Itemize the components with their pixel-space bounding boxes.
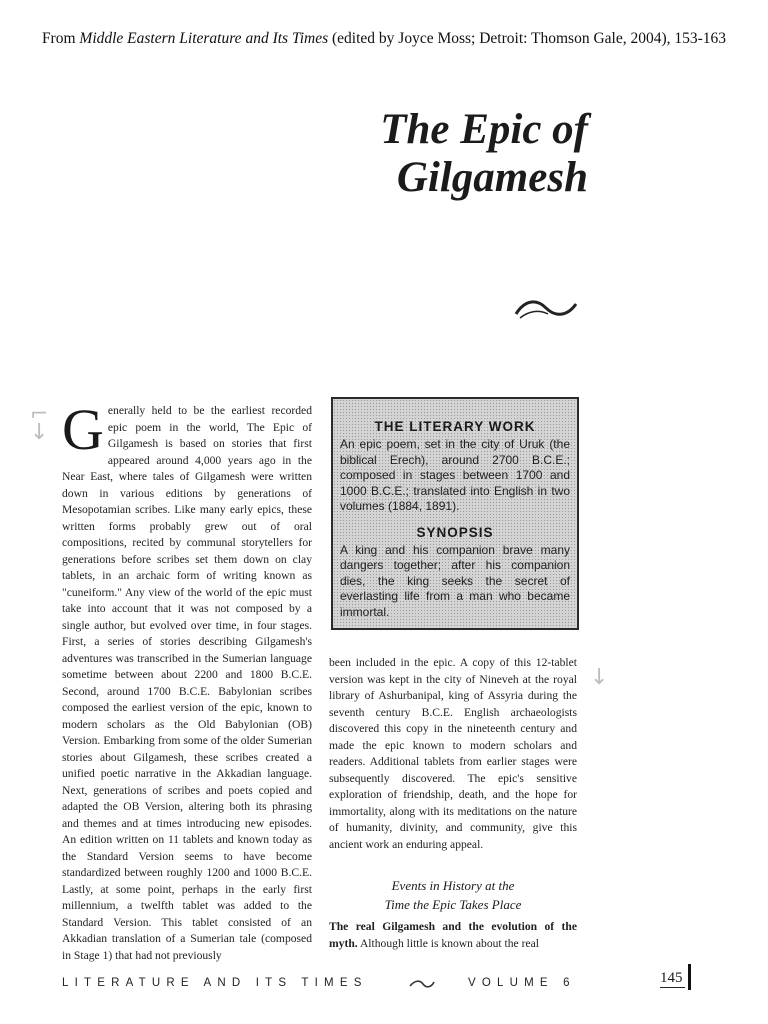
continuation-column: [329, 655, 577, 853]
book-title: Middle Eastern Literature and Its Times: [79, 30, 329, 47]
drop-cap: G: [62, 397, 104, 462]
page-number-bar: [688, 964, 691, 990]
events-section: [329, 919, 577, 952]
wave-ornament-icon: [512, 296, 580, 322]
citation-prefix: From: [41, 30, 76, 47]
sidebar-heading-literary-work: THE LITERARY WORK: [374, 419, 536, 434]
events-heading: [329, 876, 577, 914]
footer-series: LITERATURE AND ITS TIMES: [62, 977, 368, 989]
page-number: 145: [660, 970, 683, 986]
margin-arrow-icon: ↓: [590, 665, 609, 690]
footer-ornament-icon: [408, 978, 436, 990]
continuation-paragraph: been included in the epic. A copy of this 12-tablet version was kept in the city of Nineveh at the royal library of Ashurbanipal, king of Assyria during the seventh century B.C.E. English archaeologists discovered this copy in the nineteenth century and made the epic known to modern scholars and readers. Additional tablets from earlier stages were subsequently discovered. The epic's sensitive exploration of friendship, death, and the hope for immortality, along with its meditations on the nature of humanity, divinity, and community, give this ancient work an enduring appeal.: [329, 656, 577, 851]
title-line-1: The Epic of: [380, 106, 588, 153]
footer-volume: VOLUME 6: [468, 977, 576, 989]
events-heading-line-1: Events in History at the: [391, 878, 515, 893]
intro-paragraph: enerally held to be the earliest recorded epic poem in the world, The Epic of Gilgamesh is based on stories that first appeared around 4,000 years ago in the Near East, where tales of Gilgamesh were written down in various editions by generations of Mesopotamian scribes. Like many early epics, these written forms probably grew out of oral compositions, recited by communal storytellers for generations before scribes set them down on clay tablets, in an archaic form of writing known as "cuneiform." Any view of the world of the epic must take into account that it was not composed by a single author, but evolved over time, in four stages. First, a series of stories describing Gilgamesh's adventures was transcribed in the Sumerian language sometime between about 2200 and 1800 B.C.E. Second, around 1700 B.C.E. Babylonian scribes composed the earliest version of the epic, known to modern scholars as the Old Babylonian (OB) Version. Embarking from some of the older Sumerian stories about Gilgamesh, these scribes created a unified poetic narrative in the Akkadian language. Next, generations of scribes and poets copied and adapted the OB Version, altering both its phrasing and themes and at times introducing new episodes. An edition written on 11 tablets and known today as the Standard Version seems to have become standardized between roughly 1200 and 1000 B.C.E. Lastly, at some point, perhaps in the early first millennium, a twelfth tablet was added to the Standard Version. This tablet consisted of an Akkadian translation of a Sumerian tale (composed in Stage 1) that had not previously: [62, 404, 312, 962]
literary-work-sidebar: [331, 397, 579, 630]
margin-mark-icon: ⌐: [30, 402, 49, 427]
sidebar-synopsis-text: A king and his companion brave many dangers together; after his companion dies, the king seeks the secret of everlasting life from a man who became immortal.: [340, 542, 570, 619]
margin-arrow-icon: ↓: [30, 420, 49, 445]
events-heading-line-2: Time the Epic Takes Place: [384, 897, 522, 912]
sidebar-literary-work-text: An epic poem, set in the city of Uruk (the biblical Erech), around 2700 B.C.E.; composed in stages between 1700 and 1000 B.C.E.; translated into English in two volumes (1884, 1891).: [340, 437, 570, 513]
events-text: Although little is known about the real: [359, 936, 539, 950]
sidebar-heading-synopsis: SYNOPSIS: [416, 524, 494, 540]
article-title: [380, 106, 588, 202]
title-line-2: Gilgamesh: [396, 154, 588, 201]
source-citation: [0, 30, 768, 48]
events-subheading: The real Gilgamesh and the evolution of the myth.: [329, 920, 577, 950]
intro-column: [62, 397, 312, 964]
citation-details: (edited by Joyce Moss; Detroit: Thomson Gale, 2004), 153-163: [332, 30, 727, 47]
